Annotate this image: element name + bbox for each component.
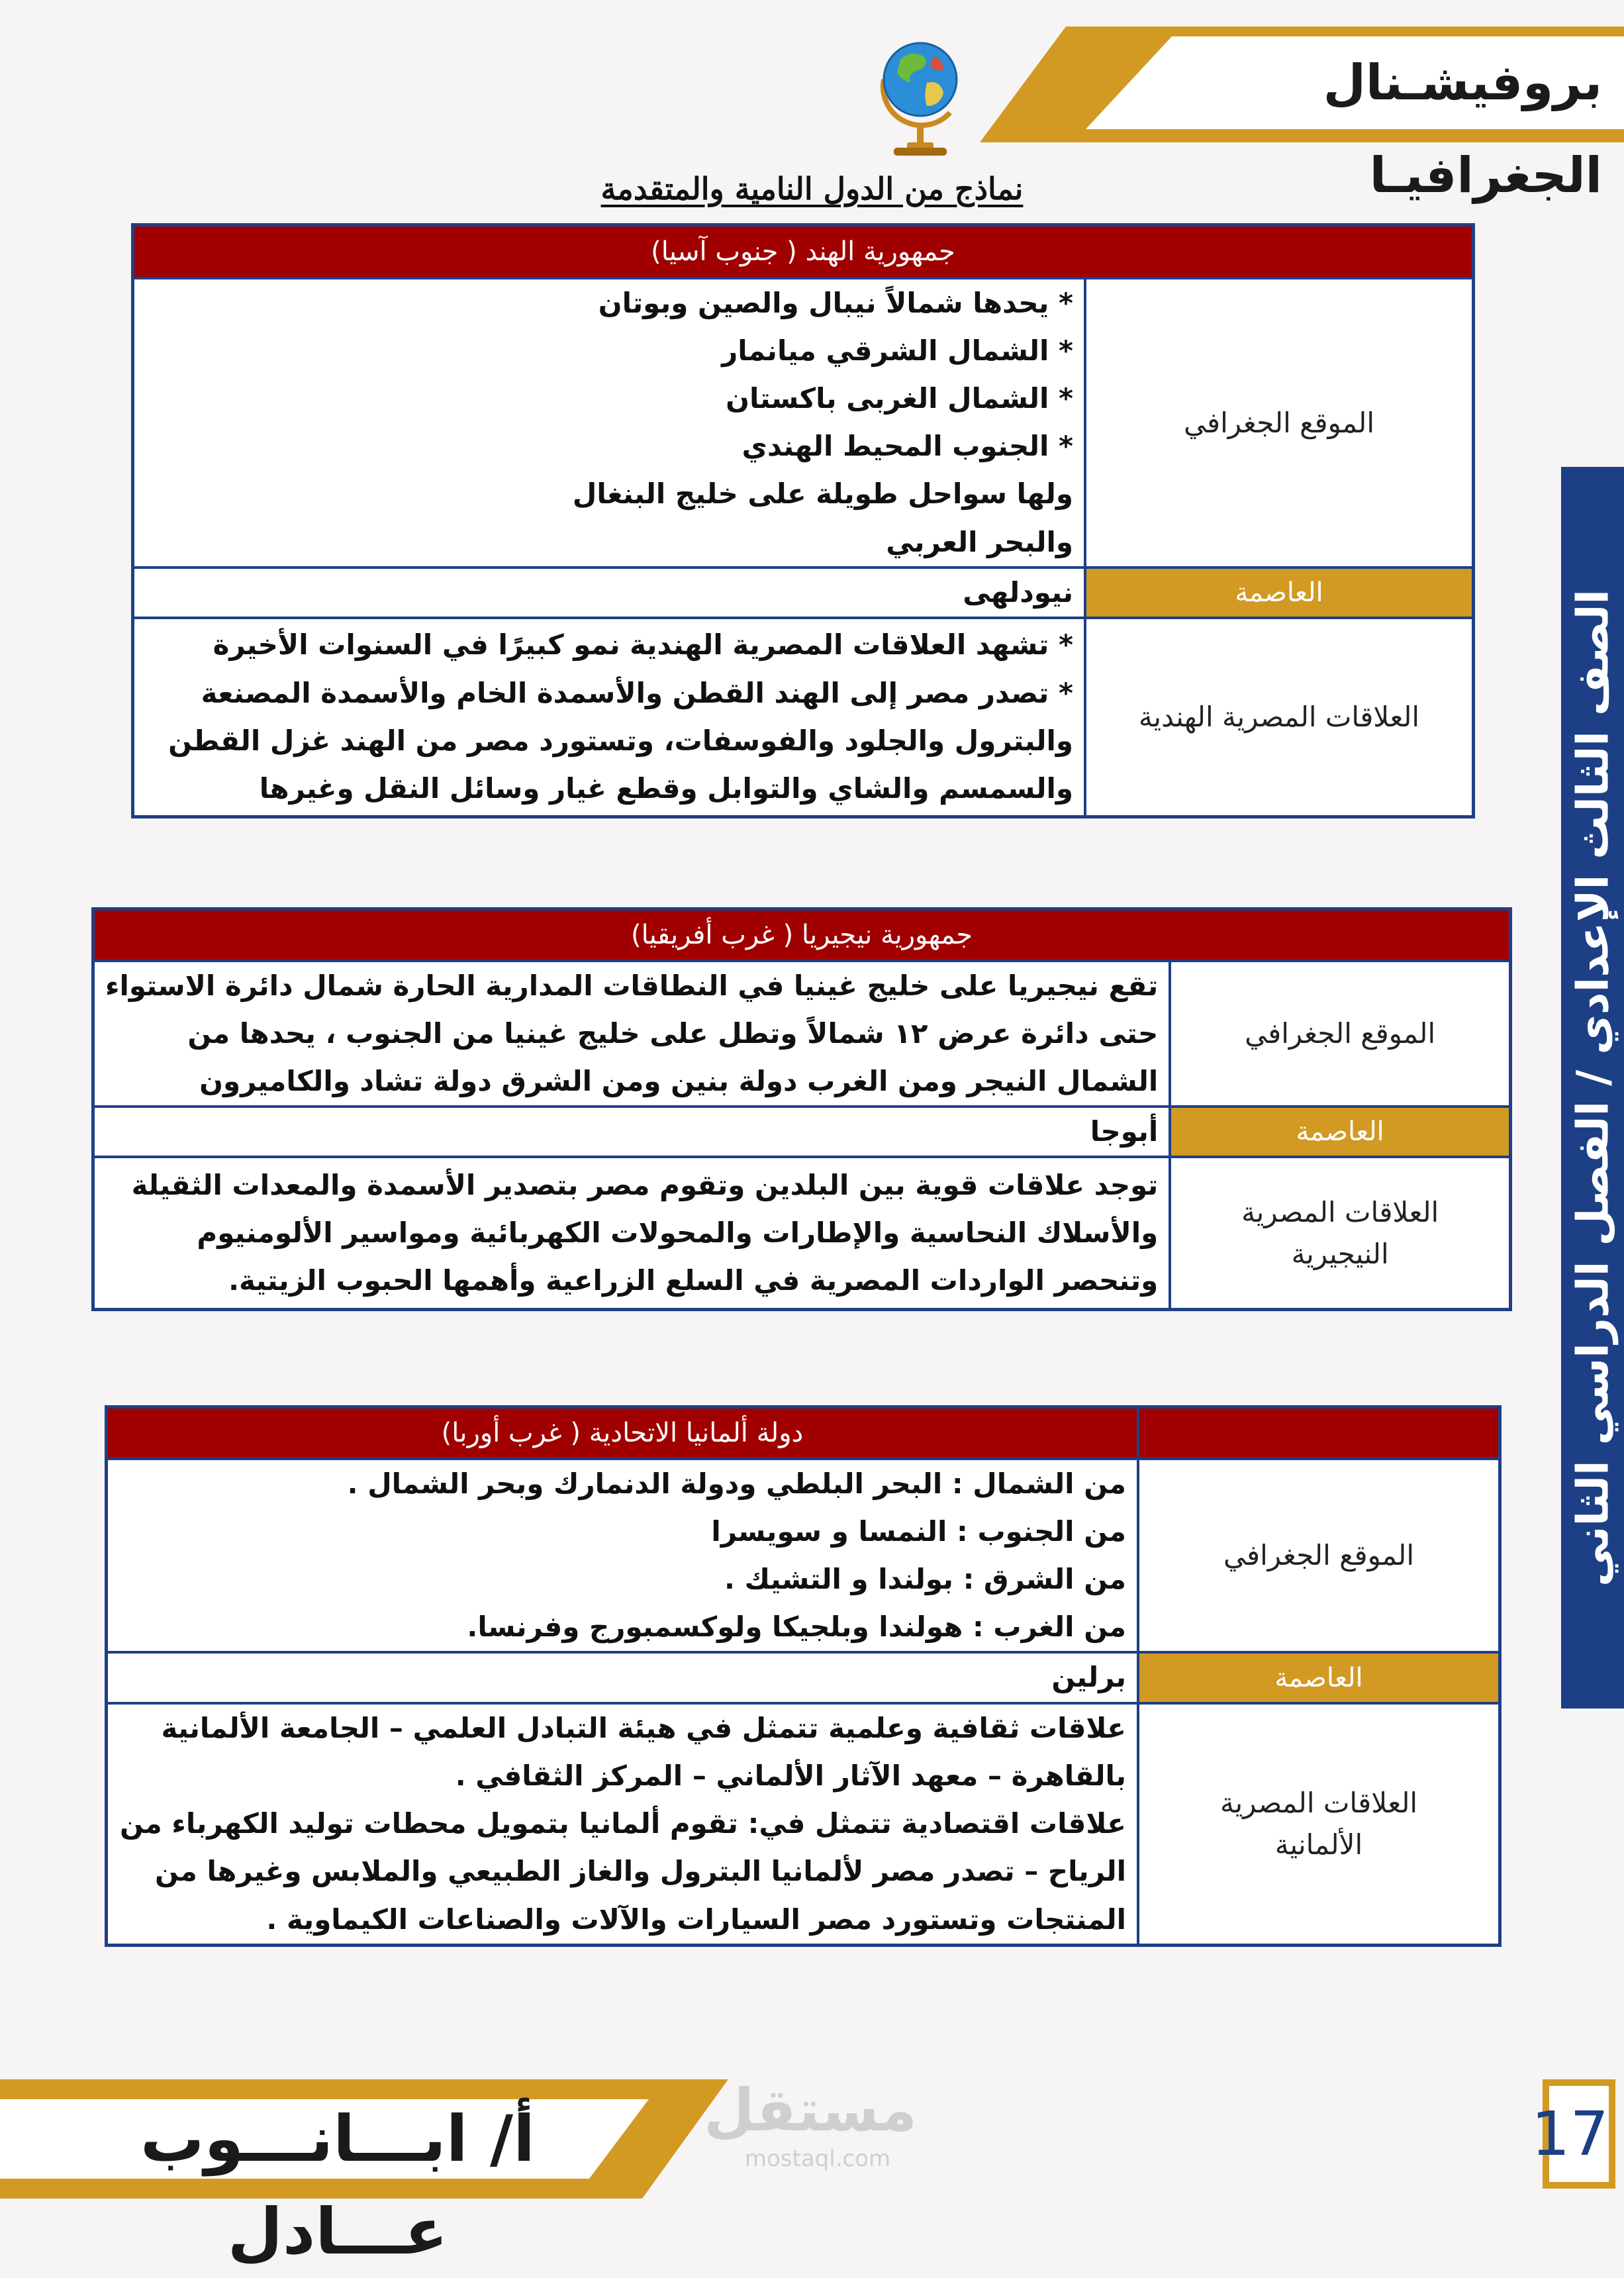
nigeria-location-line: الشمال النيجر ومن الغرب دولة بنين ومن الشرق دولة تشاد والكاميرون — [199, 1064, 1159, 1097]
germany-capital-value: برلين — [107, 1652, 1139, 1703]
india-location-line: * يحدها شمالاً نيبال والصين وبوتان — [598, 286, 1073, 319]
india-relations-line: والبترول والجلود والفوسفات، وتستورد مصر من الهند غزل القطن — [168, 724, 1073, 757]
india-relations-content — [133, 618, 1086, 817]
germany-relations-line: علاقات ثقافية وعلمية تتمثل في هيئة التبادل العلمي – الجامعة الألمانية — [161, 1711, 1126, 1744]
germany-relations-line: الرياح – تصدر مصر لألمانيا البترول والغاز الطبيعي والملابس وغيرها من — [155, 1855, 1126, 1888]
nigeria-relations-label-line: العلاقات المصرية — [1241, 1196, 1439, 1229]
india-table — [131, 223, 1475, 818]
india-location-label: الموقع الجغرافي — [1085, 278, 1474, 568]
india-capital-value: نيودلهى — [133, 568, 1086, 618]
india-location-line: * الشمال الشرقي ميانمار — [722, 334, 1073, 367]
germany-caption-spacer — [1138, 1407, 1500, 1459]
nigeria-capital-label: العاصمة — [1170, 1107, 1510, 1157]
india-location-line: والبحر العربي — [886, 525, 1073, 558]
page-heading: نماذج من الدول النامية والمتقدمة — [600, 171, 1024, 207]
nigeria-caption: جمهورية نيجيريا ( غرب أفريقيا) — [93, 909, 1511, 961]
india-relations-label: العلاقات المصرية الهندية — [1085, 618, 1474, 817]
india-caption: جمهورية الهند ( جنوب آسيا) — [133, 225, 1474, 278]
india-relations-line: * تشهد العلاقات المصرية الهندية نمو كبيرًا في السنوات الأخيرة — [213, 628, 1073, 662]
germany-location-line: من الشرق : بولندا و التشيك . — [724, 1562, 1126, 1595]
germany-relations-line: علاقات اقتصادية تتمثل في: تقوم ألمانيا بتمويل محطات توليد الكهرباء من — [119, 1807, 1126, 1840]
nigeria-location-label: الموقع الجغرافي — [1170, 961, 1510, 1107]
germany-location-label: الموقع الجغرافي — [1138, 1459, 1500, 1653]
globe-icon — [871, 26, 970, 159]
nigeria-relations-content — [93, 1157, 1170, 1309]
germany-location-content — [107, 1459, 1139, 1653]
nigeria-table — [91, 907, 1512, 1311]
india-location-line: ولها سواحل طويلة على خليج البنغال — [572, 477, 1073, 511]
side-tab-text: الصف الثالث الإعدادي / الفصل الدراسي الثاني — [1567, 589, 1618, 1587]
germany-relations-line: بالقاهرة – معهد الآثار الألماني – المركز الثقافي . — [455, 1759, 1126, 1792]
india-location-line: * الشمال الغربى باكستان — [726, 381, 1073, 415]
nigeria-relations-line: والأسلاك النحاسية والإطارات والمحولات الكهربائية ومواسير الألومنيوم — [197, 1216, 1159, 1250]
germany-relations-content — [107, 1703, 1139, 1946]
germany-relations-label-line: العلاقات المصرية — [1219, 1787, 1418, 1820]
nigeria-relations-line: وتنحصر الواردات المصرية في السلع الزراعية وأهمها الحبوب الزيتية. — [228, 1264, 1159, 1297]
nigeria-location-line: تقع نيجيريا على خليج غينيا في النطاقات المدارية الحارة شمال دائرة الاستواء — [105, 969, 1159, 1002]
germany-location-line: من الشمال : البحر البلطي ودولة الدنمارك وبحر الشمال . — [347, 1467, 1126, 1500]
germany-relations-label-line: الألمانية — [1274, 1828, 1363, 1861]
header-title: بروفيشـنال الجغرافيـا — [1323, 54, 1602, 204]
nigeria-capital-value: أبوجا — [93, 1107, 1170, 1157]
germany-relations-label — [1138, 1703, 1500, 1946]
nigeria-location-line: حتى دائرة عرض ١٢ شمالاً وتطل على خليج غينيا من الجنوب ، يحدها من — [187, 1016, 1159, 1050]
germany-location-line: من الغرب : هولندا وبلجيكا ولوكسمبورج وفرنسا. — [467, 1610, 1126, 1644]
watermark-logo: مستقل — [704, 2076, 917, 2144]
side-tab — [1561, 467, 1624, 1708]
india-location-line: * الجنوب المحيط الهندي — [741, 430, 1073, 463]
nigeria-location-content — [93, 961, 1170, 1107]
page-number: 17 — [1549, 2086, 1609, 2182]
germany-table — [105, 1405, 1502, 1947]
india-location-content — [133, 278, 1086, 568]
nigeria-relations-line: توجد علاقات قوية بين البلدين وتقوم مصر بتصدير الأسمدة والمعدات الثقيلة — [131, 1168, 1159, 1201]
footer-author: أ/ ابـــانـــوب عـــادل — [140, 2102, 535, 2269]
india-capital-label: العاصمة — [1085, 568, 1474, 618]
germany-capital-label: العاصمة — [1138, 1652, 1500, 1703]
germany-relations-line: المنتجات وتستورد مصر السيارات والآلات والصناعات الكيماوية . — [266, 1903, 1126, 1936]
germany-location-line: من الجنوب : النمسا و سويسرا — [711, 1514, 1126, 1548]
india-relations-line: * تصدر مصر إلى الهند القطن والأسمدة الخام والأسمدة المصنعة — [201, 676, 1073, 709]
germany-caption: دولة ألمانيا الاتحادية ( غرب أوربا) — [107, 1407, 1139, 1459]
nigeria-relations-label-line: النيجيرية — [1291, 1238, 1389, 1271]
india-relations-line: والسمسم والشاي والتوابل وقطع غيار وسائل النقل وغيرها — [259, 772, 1073, 805]
watermark-url: mostaql.com — [744, 2146, 891, 2172]
nigeria-relations-label — [1170, 1157, 1510, 1309]
